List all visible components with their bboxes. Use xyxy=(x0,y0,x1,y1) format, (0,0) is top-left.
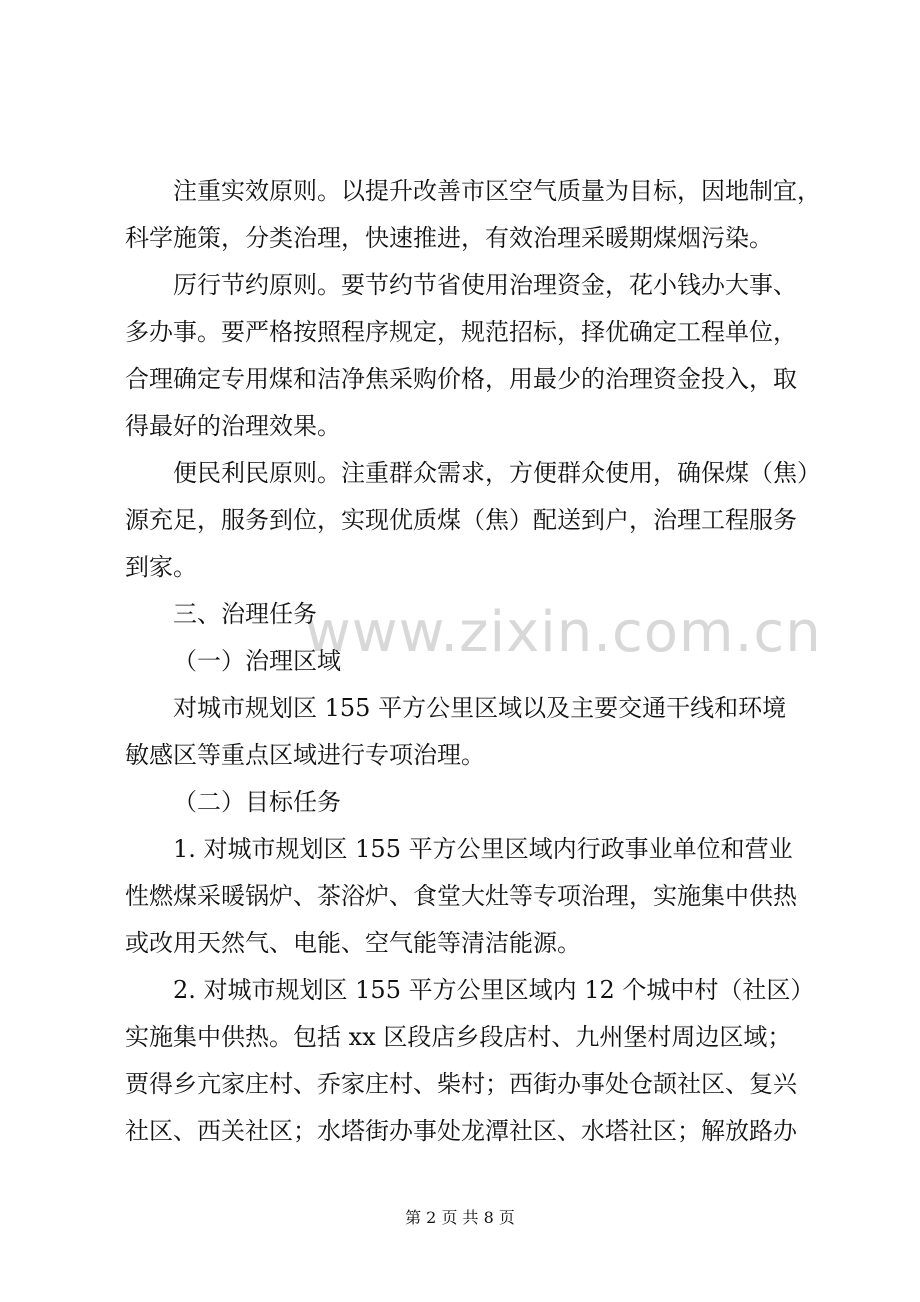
paragraph-line: 到家。 xyxy=(125,553,197,581)
paragraph-line: 性燃煤采暖锅炉、茶浴炉、食堂大灶等专项治理，实施集中供热 xyxy=(125,882,797,910)
paragraph-line: 1. 对城市规划区 155 平方公里区域内行政事业单位和营业 xyxy=(173,835,793,863)
section-heading: 三、治理任务 xyxy=(173,600,317,628)
paragraph-line: 得最好的治理效果。 xyxy=(125,412,341,440)
subsection-heading: （一）治理区域 xyxy=(173,647,341,675)
paragraph-line: 注重实效原则。以提升改善市区空气质量为目标，因地制宜， xyxy=(173,177,821,205)
paragraph-line: 对城市规划区 155 平方公里区域以及主要交通干线和环境 xyxy=(173,694,787,722)
page-footer: 第 2 页 共 8 页 xyxy=(405,1208,515,1227)
paragraph-line: 实施集中供热。包括 xx 区段店乡段店村、九州堡村周边区域； xyxy=(125,1023,792,1051)
paragraph-line: 贾得乡亢家庄村、乔家庄村、柴村；西街办事处仓颉社区、复兴 xyxy=(125,1070,797,1098)
watermark: www.zixin.com.cn xyxy=(305,600,822,665)
paragraph-line: 2. 对城市规划区 155 平方公里区域内 12 个城中村（社区） xyxy=(173,976,815,1004)
paragraph-line: 或改用天然气、电能、空气能等清洁能源。 xyxy=(125,929,581,957)
paragraph-line: 科学施策，分类治理，快速推进，有效治理采暖期煤烟污染。 xyxy=(125,224,773,252)
subsection-heading: （二）目标任务 xyxy=(173,788,341,816)
paragraph-line: 社区、西关社区；水塔街办事处龙潭社区、水塔社区；解放路办 xyxy=(125,1117,797,1145)
paragraph-line: 源充足，服务到位，实现优质煤（焦）配送到户，治理工程服务 xyxy=(125,506,797,534)
document-body xyxy=(125,168,821,1155)
paragraph-line: 多办事。要严格按照程序规定，规范招标，择优确定工程单位， xyxy=(125,318,797,346)
paragraph-line: 敏感区等重点区域进行专项治理。 xyxy=(125,741,485,769)
paragraph-line: 厉行节约原则。要节约节省使用治理资金，花小钱办大事、 xyxy=(173,271,797,299)
paragraph-line: 便民利民原则。注重群众需求，方便群众使用，确保煤（焦） xyxy=(173,459,821,487)
paragraph-line: 合理确定专用煤和洁净焦采购价格，用最少的治理资金投入，取 xyxy=(125,365,797,393)
